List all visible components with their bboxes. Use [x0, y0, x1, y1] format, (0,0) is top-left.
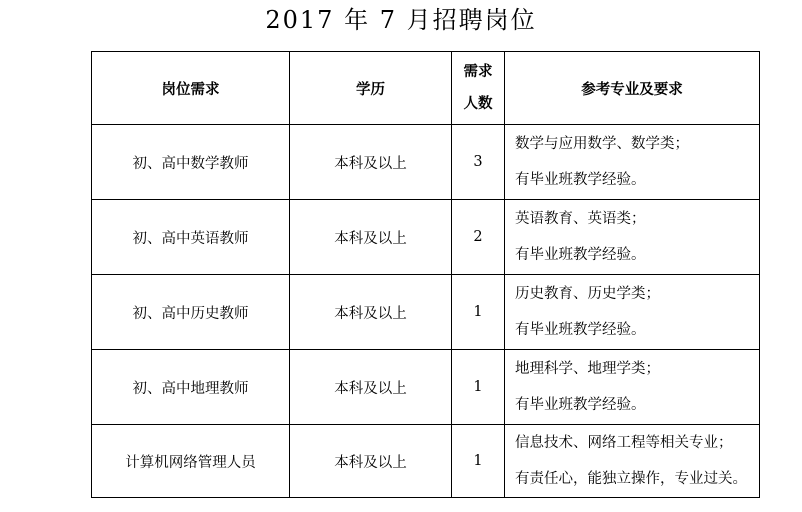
header-count-line1: 需求: [463, 63, 493, 80]
requirements-cell: [505, 125, 760, 200]
requirements-cell: [505, 275, 760, 350]
page-title: 2017 年 7 月招聘岗位: [265, 6, 537, 34]
position-cell: 初、高中地理教师: [92, 350, 290, 425]
requirements-line: 有责任心，能独立操作，专业过关。: [515, 471, 747, 487]
table-row: [92, 125, 760, 200]
count-cell: 1: [452, 275, 505, 350]
table-row: [92, 425, 760, 498]
header-count-line2: 人数: [463, 95, 493, 112]
count-cell: 1: [452, 425, 505, 498]
requirements-cell: [505, 350, 760, 425]
table-row: [92, 200, 760, 275]
requirements-cell: [505, 200, 760, 275]
recruitment-table: [91, 51, 760, 498]
requirements-line: 数学与应用数学、数学类；: [515, 136, 689, 152]
requirements-cell: [505, 425, 760, 498]
requirements-line: 信息技术、网络工程等相关专业；: [515, 435, 733, 451]
table-header-row: [92, 52, 760, 125]
requirements-line: 有毕业班教学经验。: [515, 322, 646, 338]
requirements-line: 有毕业班教学经验。: [515, 397, 646, 413]
count-cell: 2: [452, 200, 505, 275]
education-cell: 本科及以上: [290, 350, 452, 425]
header-position: 岗位需求: [92, 52, 290, 125]
header-count: [452, 52, 505, 125]
education-cell: 本科及以上: [290, 125, 452, 200]
requirements-line: 英语教育、英语类；: [515, 211, 646, 227]
header-education: 学历: [290, 52, 452, 125]
table-row: [92, 275, 760, 350]
education-cell: 本科及以上: [290, 200, 452, 275]
position-cell: 初、高中数学教师: [92, 125, 290, 200]
position-cell: 初、高中历史教师: [92, 275, 290, 350]
table-row: [92, 350, 760, 425]
count-cell: 3: [452, 125, 505, 200]
education-cell: 本科及以上: [290, 275, 452, 350]
count-cell: 1: [452, 350, 505, 425]
header-requirements: 参考专业及要求: [505, 52, 760, 125]
requirements-line: 地理科学、地理学类；: [515, 361, 660, 377]
requirements-line: 有毕业班教学经验。: [515, 247, 646, 263]
requirements-line: 有毕业班教学经验。: [515, 172, 646, 188]
position-cell: 初、高中英语教师: [92, 200, 290, 275]
education-cell: 本科及以上: [290, 425, 452, 498]
requirements-line: 历史教育、历史学类；: [515, 286, 660, 302]
position-cell: 计算机网络管理人员: [92, 425, 290, 498]
